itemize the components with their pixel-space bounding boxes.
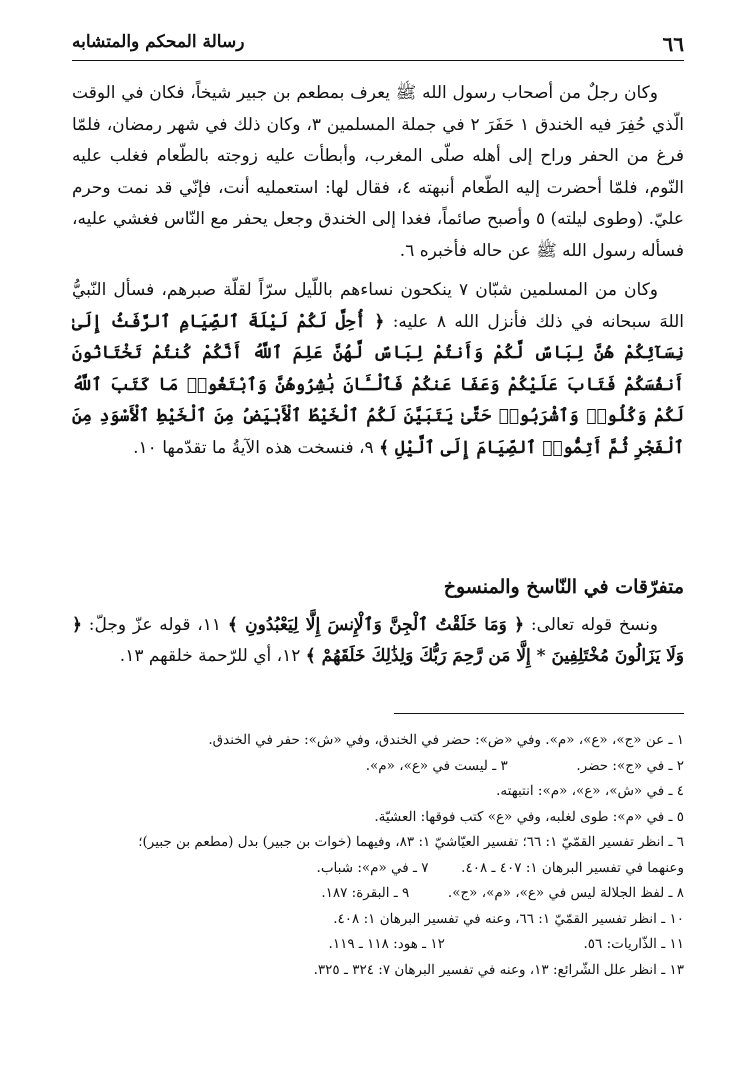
footnote-5: ٥ ـ في «م»: طوى لغلبه، وفي «ع» كتب فوقها: العشيّة.	[374, 808, 684, 825]
footnote-row-8-9	[72, 881, 684, 907]
footnote-row-11-12	[72, 932, 684, 958]
footnote-3: ٣ ـ ليست في «ع»، «م».	[365, 757, 508, 774]
footnote-12: ١٢ ـ هود: ١١٨ ـ ١١٩.	[328, 936, 445, 952]
paragraph-2-intro: وكان من المسلمين شبّان ٧ ينكحون نساءهم باللّيل سرّاً لقلّة صبرهم، فسأل النّبيُّ اللهَ سبحانه في ذلك فأنزل الله ٨ عليه:	[72, 280, 684, 332]
footnote-8: ٨ ـ لفظ الجلالة ليس في «ع»، «م»، «ج».	[447, 885, 684, 901]
footnote-10: ١٠ ـ انظر تفسير القمّيّ ١: ٦٦، وعنه في تفسير البرهان ١: ٤٠٨.	[333, 910, 684, 927]
footnote-9: ٩ ـ البقرة: ١٨٧.	[321, 885, 410, 901]
paragraph-2	[72, 275, 684, 464]
footnotes	[72, 728, 684, 983]
section-text-c: ١٢، أي للرّحمة خلقهم ١٣.	[119, 646, 301, 666]
section-abrogation	[72, 572, 684, 673]
footnote-4: ٤ ـ في «ش»، «ع»، «م»: انتبهته.	[496, 783, 684, 799]
section-text-a: ونسخ قوله تعالى:	[530, 614, 659, 635]
running-title: رسالة المحكم والمتشابه	[72, 32, 245, 52]
quran-verse-baqarah: ﴿ أُحِلَّ لَكُمْ لَيْلَةَ ٱلصِّيَامِ ٱلرَّفَثُ إِلَىٰ نِسَآئِكُمْ هُنَّ لِبَاسٌ لَّكُمْ وَأَنتُمْ لِبَاسٌ لَّهُنَّ عَلِمَ ٱللَّهُ أَنَّكُمْ كُنتُمْ تَخْتَانُونَ أَنفُسَكُمْ فَتَابَ عَلَيْكُمْ وَعَفَا عَنكُمْ فَٱلْـَٔانَ بَٰشِرُوهُنَّ وَٱبْتَغُوا۟ مَا كَتَبَ ٱللَّهُ لَكُمْ وَكُلُوا۟ وَٱشْرَبُوا۟ حَتَّىٰ يَتَبَيَّنَ لَكُمُ ٱلْخَيْطُ ٱلْأَبْيَضُ مِنَ ٱلْخَيْطِ ٱلْأَسْوَدِ مِنَ ٱلْفَجْرِ ثُمَّ أَتِمُّوا۟ ٱلصِّيَامَ إِلَى ٱلَّيْلِ ﴾	[72, 311, 684, 458]
footnote-7: ٧ ـ في «م»: شباب.	[316, 859, 429, 876]
section-title: متفرّقات في النّاسخ والمنسوخ	[443, 576, 684, 598]
paragraph-2-end: ٩، فنسخت هذه الآيةُ ما تقدّمها ١٠.	[133, 437, 374, 458]
main-text	[72, 78, 684, 472]
footnote-2: ٢ ـ في «ج»: حضر.	[576, 757, 684, 774]
footnote-divider	[394, 713, 684, 714]
footnote-13: ١٣ ـ انظر علل الشّرائع: ١٣، وعنه في تفسير البرهان ٧: ٣٢٤ ـ ٣٢٥.	[313, 961, 684, 978]
footnote-6-continued: وعنهما في تفسير البرهان ١: ٤٠٧ ـ ٤٠٨.	[461, 859, 684, 876]
footnote-11: ١١ ـ الذّاريات: ٥٦.	[583, 936, 684, 952]
paragraph-1: وكان رجلٌ من أصحاب رسول الله ﷺ يعرف بمطعم بن جبير شيخاً، فكان في الوقت الّذي حُفِرَ فيه الخندق ١ حَفَرَ ٢ في جملة المسلمين ٣، وكان ذلك في شهر رمضان، فلمّا فرغ من الحفر وراح إلى أهله صلّى المغرب، وأبطأت عليه زوجته بالطّعام فغلب عليه النّوم، فلمّا أحضرت إليه الطّعام أنبهته ٤، فقال لها: استعمليه أنت، فإنّي قد نمت وحرم عليّ. (وطوى ليلته) ٥ وأصبح صائماً، فغدا إلى الخندق وجعل يحفر مع النّاس فغشي عليه، فسأله رسول الله ﷺ عن حاله فأخبره ٦.	[72, 83, 685, 261]
section-paragraph	[72, 610, 684, 673]
page-header	[72, 30, 684, 61]
page-number: ٦٦	[662, 32, 684, 56]
footnote-row-2-3	[72, 754, 684, 780]
quran-verse-hud: ﴿ وَلَا يَزَالُونَ مُخْتَلِفِينَ * إِلَّا مَن رَّحِمَ رَبُّكَ وَلِذَٰلِكَ خَلَقَهُمْ ﴾	[72, 614, 684, 666]
quran-verse-dhariyat: ﴿ وَمَا خَلَقْتُ ٱلْجِنَّ وَٱلْإِنسَ إِلَّا لِيَعْبُدُونِ ﴾	[227, 614, 525, 635]
footnote-1: ١ ـ عن «ج»، «ع»، «م». وفي «ض»: حضر في الخندق، وفي «ش»: حفر في الخندق.	[208, 732, 684, 748]
section-text-b: ١١، قوله عزّ وجلّ:	[88, 614, 222, 635]
footnote-6-7	[72, 856, 684, 882]
footnote-6: ٦ ـ انظر تفسير القمّيّ ١: ٦٦؛ تفسير العيّاشيّ ١: ٨٣، وفيهما (خوات بن جبير) بدل (مطعم بن جبير)؛	[138, 834, 684, 850]
